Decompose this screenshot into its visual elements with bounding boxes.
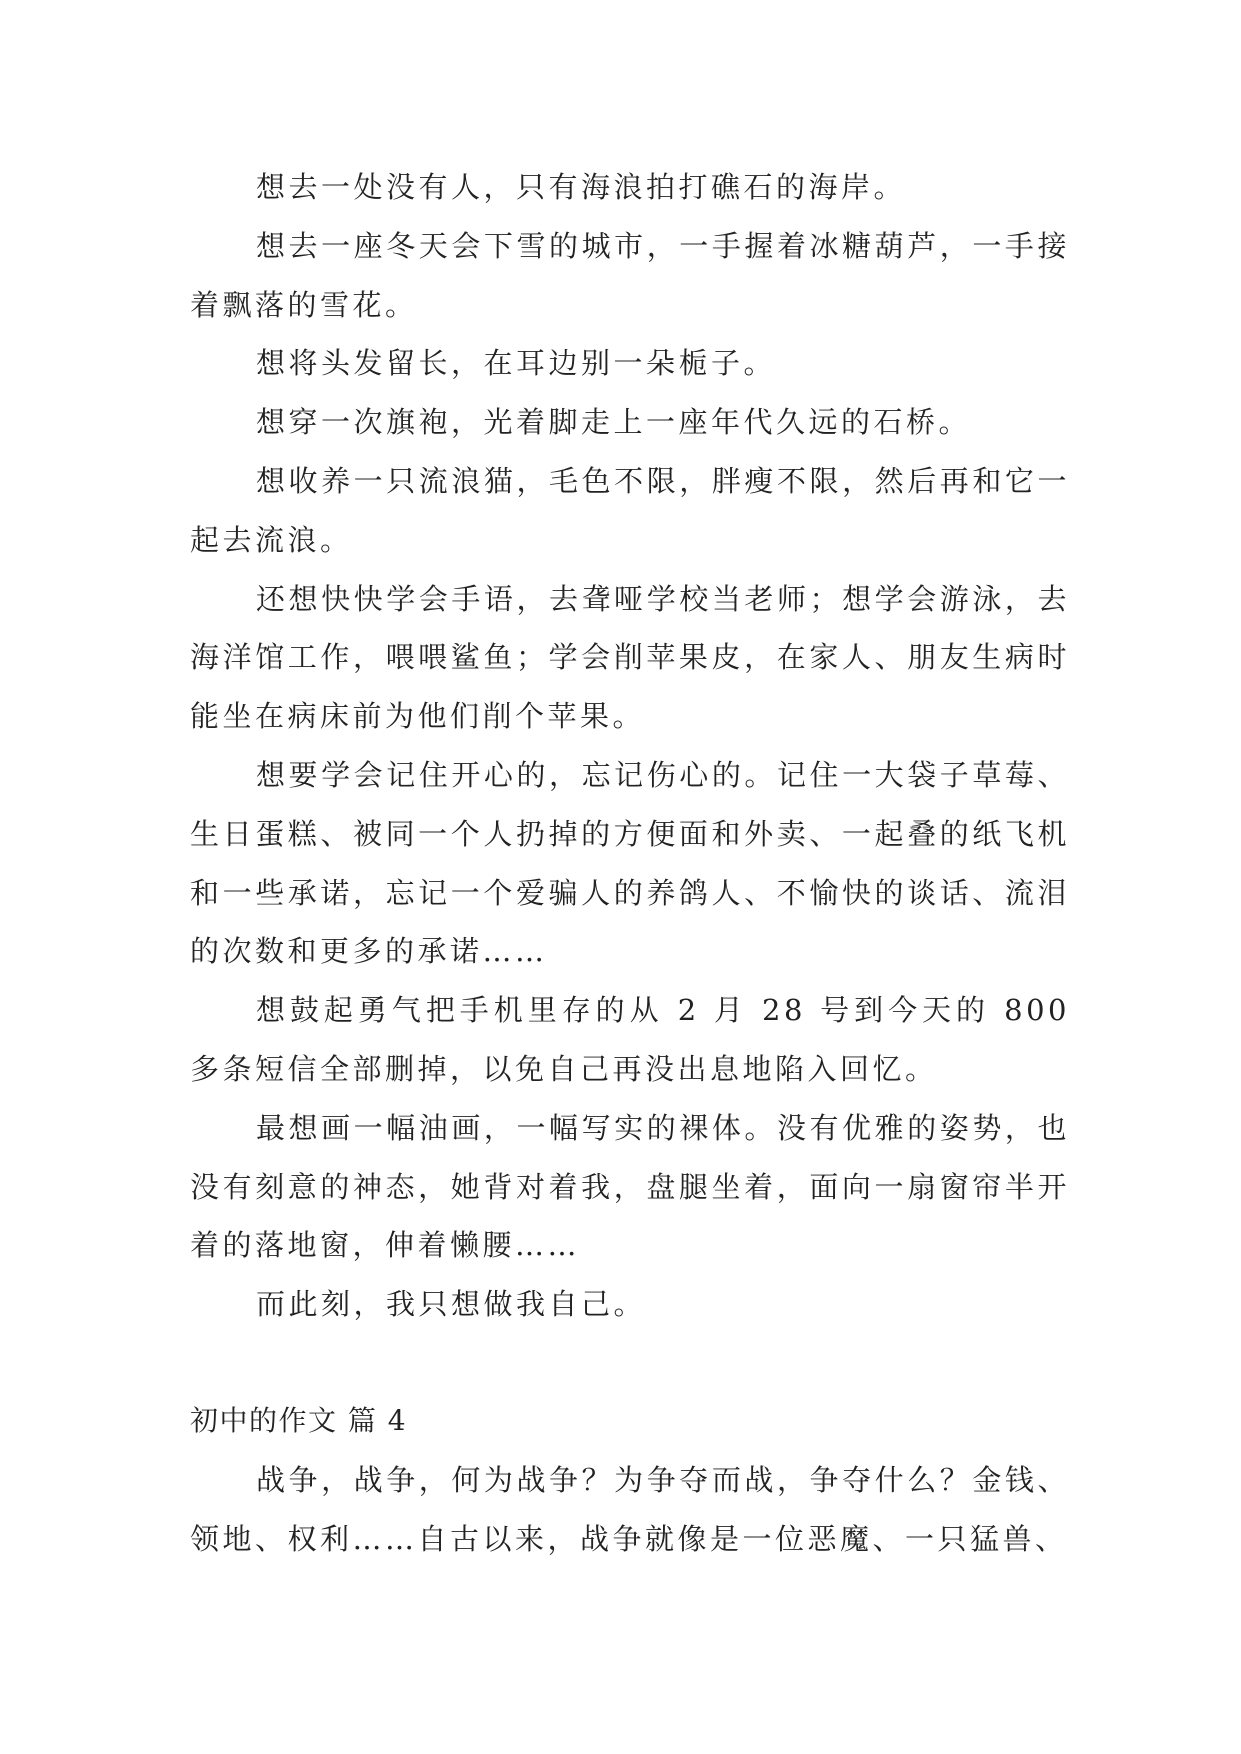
section-heading: 初中的作文 篇 4 [190,1403,408,1437]
paragraph-snow-city: 想去一座冬天会下雪的城市，一手握着冰糖葫芦，一手接着飘落的雪花。 [190,228,1070,322]
paragraph-qipao: 想穿一次旗袍，光着脚走上一座年代久远的石桥。 [256,405,972,440]
paragraph-war: 战争，战争，何为战争？为争夺而战，争夺什么？金钱、领地、权利……自古以来，战争就像是一位恶魔、一只猛兽、 [190,1462,1070,1556]
paragraph-long-hair: 想将头发留长，在耳边别一朵栀子。 [256,346,777,381]
paragraph-painting: 最想画一幅油画，一幅写实的裸体。没有优雅的姿势，也没有刻意的神态，她背对着我，盘腿坐着，面向一扇窗帘半开着的落地窗，伸着懒腰…… [190,1110,1070,1263]
paragraph-stray-cat: 想收养一只流浪猫，毛色不限，胖瘦不限，然后再和它一起去流浪。 [190,463,1070,557]
document-body [190,158,1070,1568]
paragraph-skills: 还想快快学会手语，去聋哑学校当老师；想学会游泳，去海洋馆工作，喂喂鲨鱼；学会削苹果皮，在家人、朋友生病时能坐在病床前为他们削个苹果。 [190,581,1070,734]
paragraph-be-myself: 而此刻，我只想做我自己。 [256,1287,647,1322]
paragraph-messages: 想鼓起勇气把手机里存的从 2 月 28 号到今天的 800 多条短信全部删掉，以免自己再没出息地陷入回忆。 [190,993,1070,1086]
paragraph-seashore: 想去一处没有人，只有海浪拍打礁石的海岸。 [256,170,907,204]
paragraph-remember-forget: 想要学会记住开心的，忘记伤心的。记住一大袋子草莓、生日蛋糕、被同一个人扔掉的方便面和外卖、一起叠的纸飞机和一些承诺，忘记一个爱骗人的养鸽人、不愉快的谈话、流泪的次数和更多的承诺…… [190,757,1070,969]
